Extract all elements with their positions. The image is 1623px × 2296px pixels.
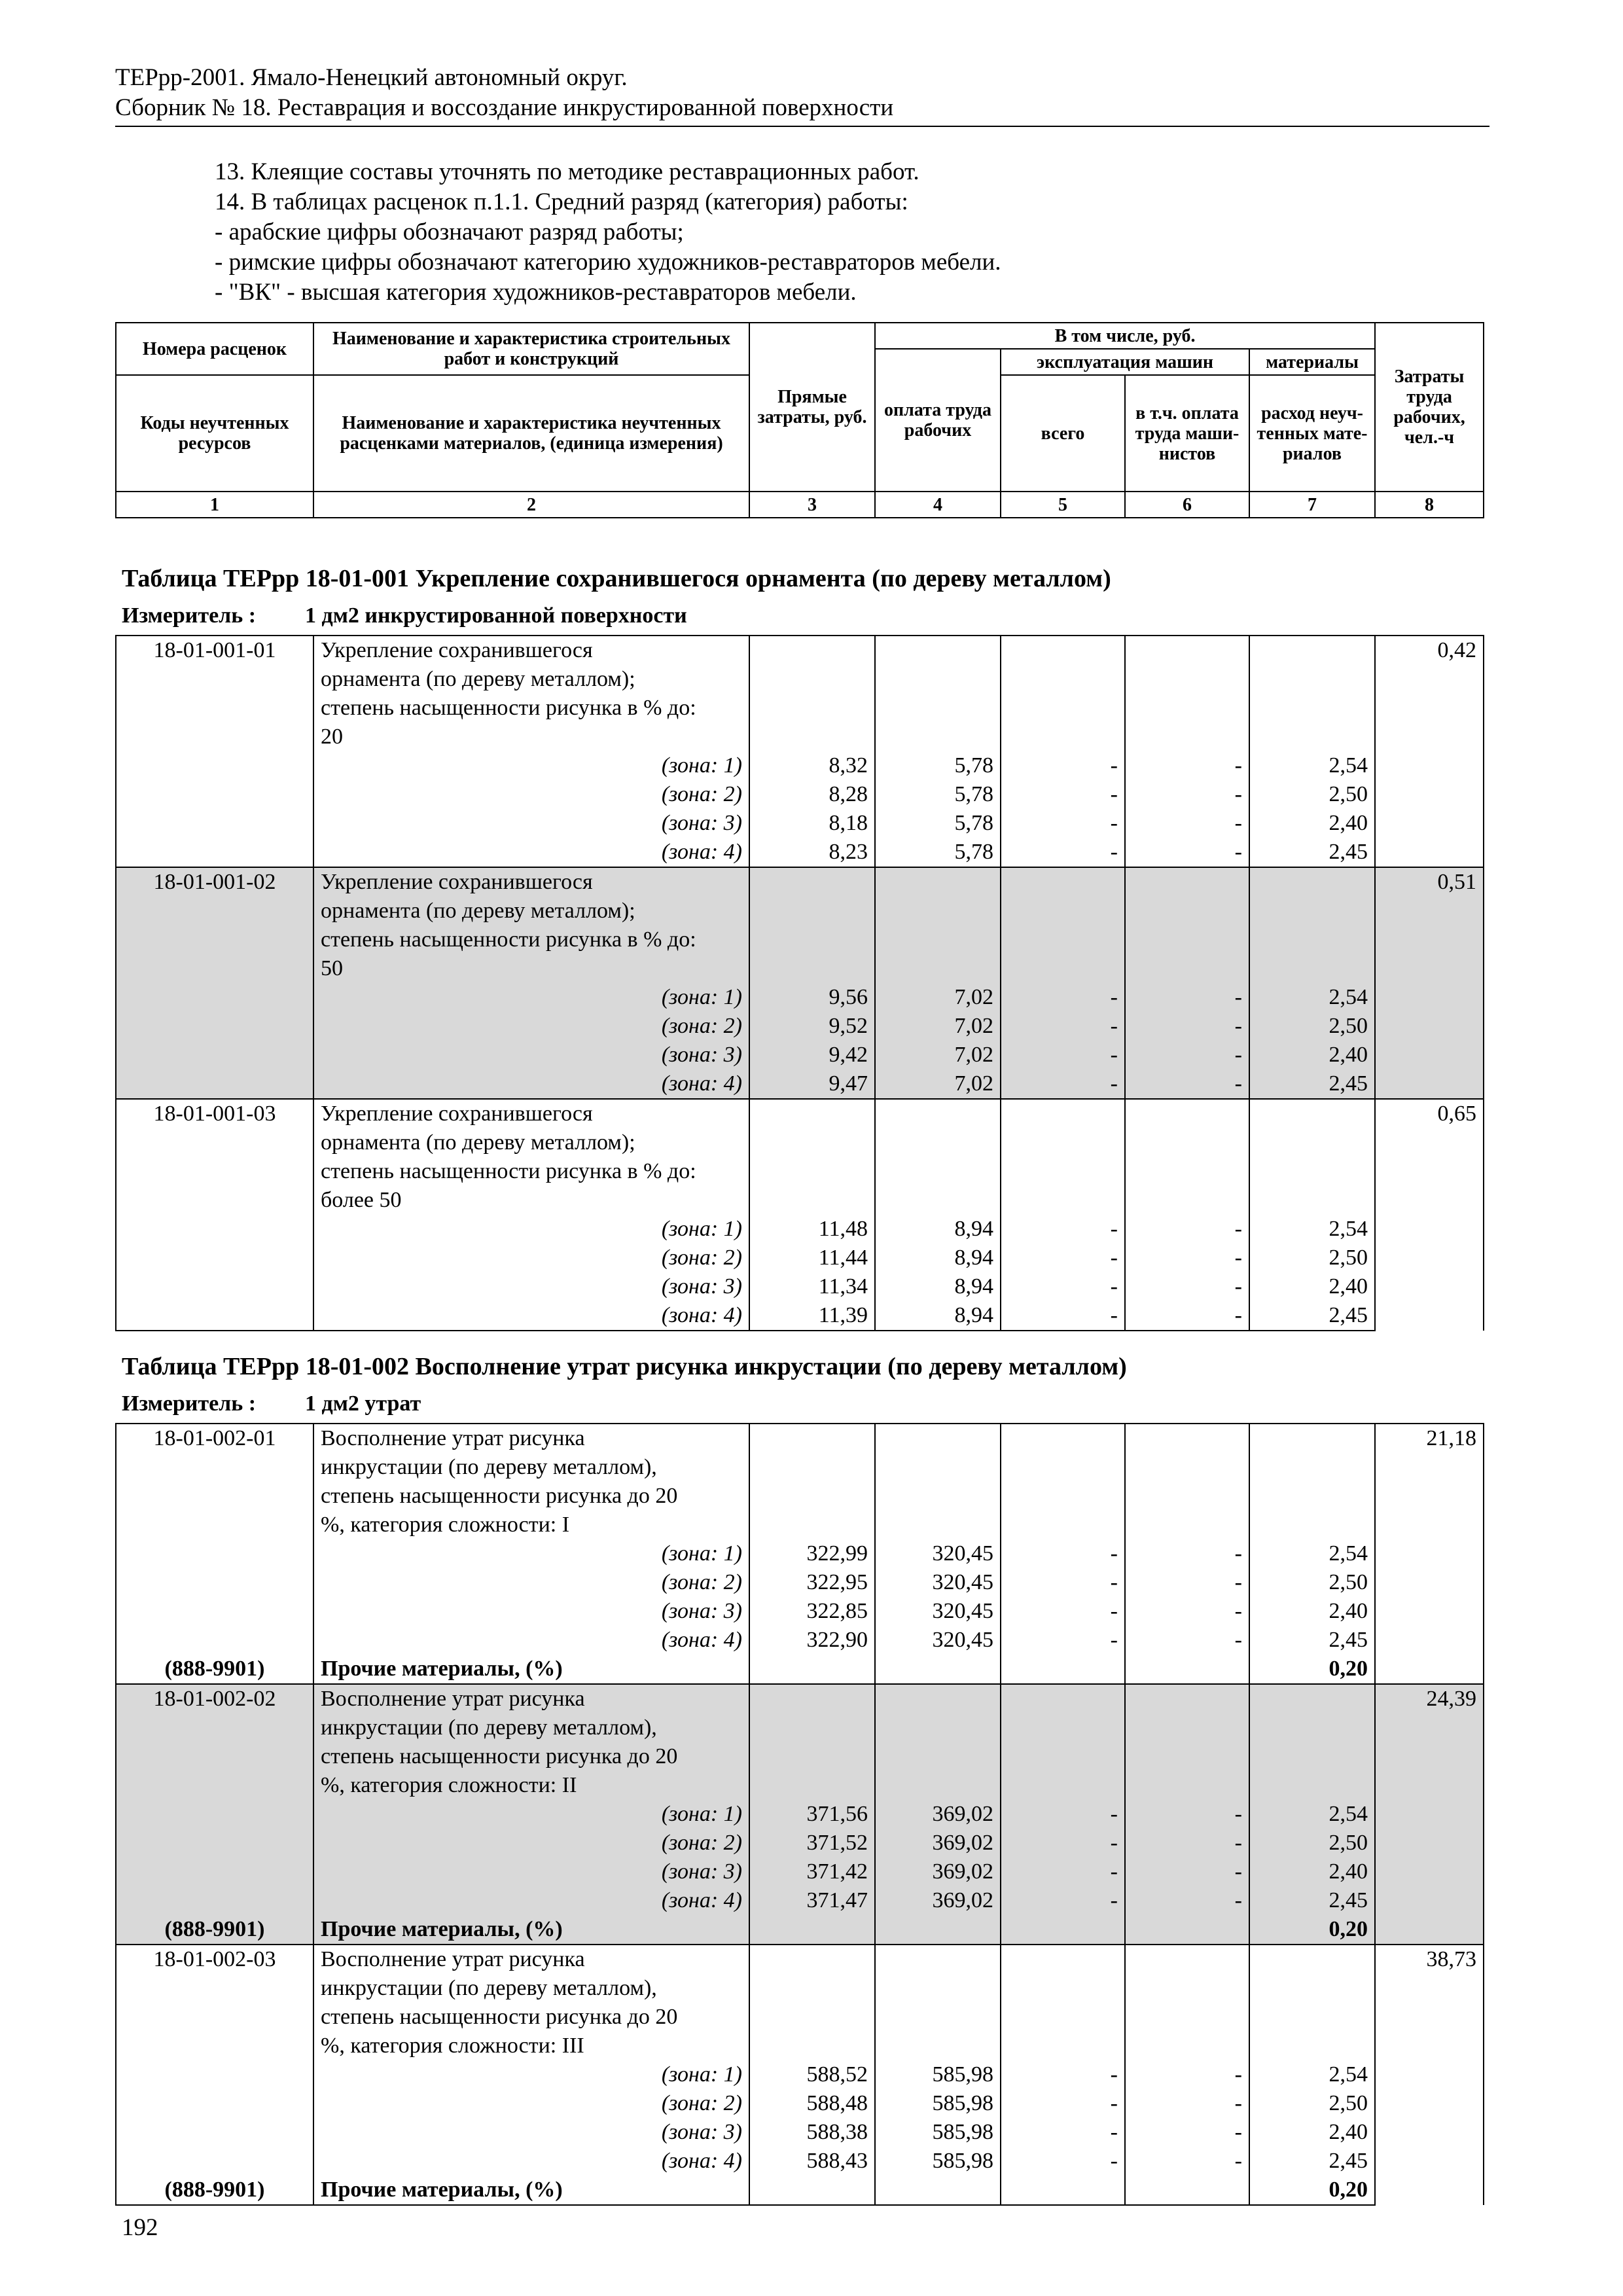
- col-num-2: 2: [313, 492, 749, 518]
- labor-pay: 7,02: [875, 983, 1001, 1012]
- labor-pay: 5,78: [875, 809, 1001, 838]
- rate-code: 18-01-002-02: [116, 1684, 313, 1800]
- labor-pay: 7,02: [875, 1041, 1001, 1069]
- zone-label: (зона: 1): [313, 2060, 749, 2089]
- rate-desc-line: 50: [313, 954, 749, 983]
- machinist-pay: -: [1125, 1215, 1249, 1244]
- zone-label: (зона: 3): [313, 1857, 749, 1886]
- labor-pay: 5,78: [875, 838, 1001, 867]
- hdr-materialy: материалы: [1249, 349, 1375, 375]
- rate-desc-line: инкрустации (по дереву металлом),: [313, 1453, 749, 1482]
- labor-pay: 369,02: [875, 1800, 1001, 1829]
- direct-cost: 11,48: [749, 1215, 875, 1244]
- labor-pay: 7,02: [875, 1069, 1001, 1099]
- zone-row: [116, 1568, 1484, 1597]
- materials: 2,54: [1249, 1215, 1375, 1244]
- machines-total: -: [1001, 2089, 1125, 2118]
- materials: 2,50: [1249, 1012, 1375, 1041]
- zone-label: (зона: 1): [313, 751, 749, 780]
- materials: 2,54: [1249, 1539, 1375, 1568]
- rate-desc-line: Укрепление сохранившегося: [313, 1099, 749, 1128]
- rate-code: 18-01-001-02: [116, 867, 313, 983]
- rate-code: 18-01-002-01: [116, 1424, 313, 1539]
- materials: 2,50: [1249, 780, 1375, 809]
- zone-label: (зона: 3): [313, 2118, 749, 2147]
- zone-row: [116, 1272, 1484, 1301]
- machines-total: -: [1001, 1886, 1125, 1915]
- machinist-pay: -: [1125, 1568, 1249, 1597]
- direct-cost: 11,34: [749, 1272, 875, 1301]
- machines-total: -: [1001, 1244, 1125, 1272]
- measure-value: 1 дм2 утрат: [305, 1391, 421, 1416]
- rate-desc-line: степень насыщенности рисунка в % до:: [313, 925, 749, 954]
- direct-cost: 322,90: [749, 1626, 875, 1655]
- material-name: Прочие материалы, (%): [313, 1655, 749, 1684]
- rate-desc-line: орнамента (по дереву металлом);: [313, 1128, 749, 1157]
- machinist-pay: -: [1125, 2147, 1249, 2176]
- material-name: Прочие материалы, (%): [313, 1915, 749, 1945]
- zone-label: (зона: 2): [313, 1244, 749, 1272]
- material-code: (888-9901): [116, 1655, 313, 1684]
- hdr-naim1: Наименование и характеристика строительных работ и конструкций: [313, 323, 749, 375]
- rate-desc-line: Укрепление сохранившегося: [313, 867, 749, 897]
- zone-row: [116, 780, 1484, 809]
- machines-total: -: [1001, 1215, 1125, 1244]
- materials: 2,54: [1249, 983, 1375, 1012]
- machinist-pay: -: [1125, 838, 1249, 867]
- materials: 2,40: [1249, 1857, 1375, 1886]
- machinist-pay: -: [1125, 1626, 1249, 1655]
- measure-label: Измеритель :: [122, 1391, 257, 1416]
- material-row: [116, 2176, 1484, 2205]
- direct-cost: 8,28: [749, 780, 875, 809]
- rate-desc-line: степень насыщенности рисунка в % до:: [313, 1157, 749, 1186]
- machines-total: -: [1001, 1597, 1125, 1626]
- zone-row: [116, 2089, 1484, 2118]
- machines-total: -: [1001, 1301, 1125, 1331]
- zone-label: (зона: 3): [313, 1041, 749, 1069]
- rate-block: [116, 1424, 1484, 1684]
- machinist-pay: -: [1125, 780, 1249, 809]
- zone-row: [116, 1800, 1484, 1829]
- labor-hours: 24,39: [1375, 1684, 1484, 1945]
- zone-label: (зона: 4): [313, 2147, 749, 2176]
- direct-cost: 588,52: [749, 2060, 875, 2089]
- machines-total: -: [1001, 1272, 1125, 1301]
- col-num-7: 7: [1249, 492, 1375, 518]
- labor-pay: 585,98: [875, 2060, 1001, 2089]
- machines-total: -: [1001, 1829, 1125, 1857]
- zone-row: [116, 983, 1484, 1012]
- machines-total: -: [1001, 2147, 1125, 2176]
- zone-row: [116, 2060, 1484, 2089]
- rate-desc-line: инкрустации (по дереву металлом),: [313, 1974, 749, 2003]
- col-num-3: 3: [749, 492, 875, 518]
- rate-desc-line: орнамента (по дереву металлом);: [313, 897, 749, 925]
- labor-pay: 320,45: [875, 1539, 1001, 1568]
- direct-cost: 371,47: [749, 1886, 875, 1915]
- measure-label: Измеритель :: [122, 603, 257, 628]
- hdr-naim2: Наименование и характеристика неучтенных расценками материалов, (единица измерения): [313, 375, 749, 492]
- machines-total: -: [1001, 838, 1125, 867]
- material-value: 0,20: [1249, 1655, 1375, 1684]
- labor-pay: 320,45: [875, 1597, 1001, 1626]
- labor-pay: 8,94: [875, 1215, 1001, 1244]
- zone-label: (зона: 4): [313, 1626, 749, 1655]
- machines-total: -: [1001, 1857, 1125, 1886]
- materials: 2,50: [1249, 1829, 1375, 1857]
- materials: 2,50: [1249, 1244, 1375, 1272]
- zone-label: (зона: 2): [313, 1568, 749, 1597]
- zone-label: (зона: 1): [313, 1800, 749, 1829]
- zone-label: (зона: 1): [313, 1539, 749, 1568]
- materials: 2,40: [1249, 1272, 1375, 1301]
- labor-pay: 585,98: [875, 2089, 1001, 2118]
- machinist-pay: -: [1125, 1012, 1249, 1041]
- rate-block: [116, 1945, 1484, 2205]
- direct-cost: 322,85: [749, 1597, 875, 1626]
- materials: 2,54: [1249, 2060, 1375, 2089]
- materials: 2,45: [1249, 838, 1375, 867]
- column-header-table: [115, 322, 1484, 518]
- materials: 2,45: [1249, 1069, 1375, 1099]
- rate-desc-line: %, категория сложности: I: [313, 1511, 749, 1539]
- rate-desc-line: орнамента (по дереву металлом);: [313, 665, 749, 694]
- note-13: 13. Клеящие составы уточнять по методике реставрационных работ.: [215, 158, 919, 185]
- labor-pay: 320,45: [875, 1568, 1001, 1597]
- labor-pay: 320,45: [875, 1626, 1001, 1655]
- direct-cost: 371,52: [749, 1829, 875, 1857]
- col-num-4: 4: [875, 492, 1001, 518]
- machinist-pay: -: [1125, 1886, 1249, 1915]
- hdr-oplata: оплата труда рабочих: [875, 349, 1001, 492]
- col-num-8: 8: [1375, 492, 1484, 518]
- note-vk: - "ВК" - высшая категория художников-реставраторов мебели.: [215, 279, 857, 306]
- direct-cost: 588,38: [749, 2118, 875, 2147]
- rate-desc-line: Укрепление сохранившегося: [313, 636, 749, 665]
- machines-total: -: [1001, 1069, 1125, 1099]
- table-2-title: Таблица ТЕРрр 18-01-002 Восполнение утрат рисунка инкрустации (по дереву металлом): [122, 1353, 1127, 1380]
- zone-row: [116, 1857, 1484, 1886]
- zone-row: [116, 1626, 1484, 1655]
- direct-cost: 9,52: [749, 1012, 875, 1041]
- machinist-pay: -: [1125, 1800, 1249, 1829]
- direct-cost: 8,23: [749, 838, 875, 867]
- rate-desc-line: степень насыщенности рисунка до 20: [313, 1482, 749, 1511]
- machines-total: -: [1001, 751, 1125, 780]
- zone-row: [116, 1012, 1484, 1041]
- labor-pay: 585,98: [875, 2147, 1001, 2176]
- hdr-vtch: в т.ч. оплата труда маши-нистов: [1125, 375, 1249, 492]
- zone-label: (зона: 3): [313, 1597, 749, 1626]
- zone-label: (зона: 2): [313, 2089, 749, 2118]
- zone-label: (зона: 2): [313, 780, 749, 809]
- zone-label: (зона: 1): [313, 1215, 749, 1244]
- direct-cost: 371,42: [749, 1857, 875, 1886]
- rate-block: [116, 1099, 1484, 1331]
- rate-desc-line: Восполнение утрат рисунка: [313, 1684, 749, 1713]
- zone-row: [116, 1069, 1484, 1099]
- zone-label: (зона: 4): [313, 838, 749, 867]
- hdr-vsego: всего: [1001, 375, 1125, 492]
- hdr-vtom: В том числе, руб.: [875, 323, 1375, 349]
- zone-row: [116, 2147, 1484, 2176]
- zone-row: [116, 1301, 1484, 1331]
- col-num-6: 6: [1125, 492, 1249, 518]
- materials: 2,54: [1249, 1800, 1375, 1829]
- direct-cost: 322,99: [749, 1539, 875, 1568]
- material-name: Прочие материалы, (%): [313, 2176, 749, 2205]
- machinist-pay: -: [1125, 1539, 1249, 1568]
- machines-total: -: [1001, 1568, 1125, 1597]
- machines-total: -: [1001, 1626, 1125, 1655]
- machines-total: -: [1001, 780, 1125, 809]
- labor-pay: 8,94: [875, 1244, 1001, 1272]
- rate-desc-line: Восполнение утрат рисунка: [313, 1424, 749, 1453]
- machinist-pay: -: [1125, 2060, 1249, 2089]
- material-code: (888-9901): [116, 2176, 313, 2205]
- labor-pay: 8,94: [875, 1301, 1001, 1331]
- rate-code: 18-01-001-01: [116, 636, 313, 751]
- labor-pay: 369,02: [875, 1829, 1001, 1857]
- note-arabic: - арабские цифры обозначают разряд работы;: [215, 219, 684, 245]
- header-line-2: Сборник № 18. Реставрация и воссоздание инкрустированной поверхности: [115, 94, 894, 121]
- labor-pay: 7,02: [875, 1012, 1001, 1041]
- rate-desc-line: %, категория сложности: II: [313, 1771, 749, 1800]
- rate-block: [116, 636, 1484, 867]
- machinist-pay: -: [1125, 1829, 1249, 1857]
- zone-label: (зона: 1): [313, 983, 749, 1012]
- zone-row: [116, 809, 1484, 838]
- hdr-rashod: расход неуч-тенных мате-риалов: [1249, 375, 1375, 492]
- rate-desc-line: степень насыщенности рисунка до 20: [313, 1742, 749, 1771]
- direct-cost: 371,56: [749, 1800, 875, 1829]
- materials: 2,40: [1249, 809, 1375, 838]
- zone-row: [116, 1829, 1484, 1857]
- materials: 2,40: [1249, 1041, 1375, 1069]
- rate-desc-line: инкрустации (по дереву металлом),: [313, 1713, 749, 1742]
- labor-hours: 38,73: [1375, 1945, 1484, 2205]
- materials: 2,54: [1249, 751, 1375, 780]
- materials: 2,45: [1249, 2147, 1375, 2176]
- machines-total: -: [1001, 983, 1125, 1012]
- labor-hours: 21,18: [1375, 1424, 1484, 1684]
- machinist-pay: -: [1125, 751, 1249, 780]
- machinist-pay: -: [1125, 983, 1249, 1012]
- machinist-pay: -: [1125, 1301, 1249, 1331]
- zone-label: (зона: 4): [313, 1069, 749, 1099]
- note-roman: - римские цифры обозначают категорию художников-реставраторов мебели.: [215, 249, 1001, 276]
- labor-pay: 8,94: [875, 1272, 1001, 1301]
- machinist-pay: -: [1125, 1244, 1249, 1272]
- machines-total: -: [1001, 2060, 1125, 2089]
- zone-label: (зона: 2): [313, 1012, 749, 1041]
- material-row: [116, 1655, 1484, 1684]
- rate-code: 18-01-002-03: [116, 1945, 313, 2060]
- machinist-pay: -: [1125, 1272, 1249, 1301]
- machines-total: -: [1001, 1041, 1125, 1069]
- rate-desc-line: 20: [313, 723, 749, 751]
- labor-pay: 369,02: [875, 1886, 1001, 1915]
- zone-label: (зона: 3): [313, 809, 749, 838]
- labor-pay: 5,78: [875, 751, 1001, 780]
- hdr-pryamye: Прямые затраты, руб.: [749, 323, 875, 492]
- machinist-pay: -: [1125, 2118, 1249, 2147]
- machinist-pay: -: [1125, 2089, 1249, 2118]
- hdr-nomera: Номера расценок: [116, 323, 313, 375]
- zone-row: [116, 1244, 1484, 1272]
- hdr-ekspl: эксплуатация машин: [1001, 349, 1249, 375]
- machines-total: -: [1001, 809, 1125, 838]
- materials: 2,40: [1249, 1597, 1375, 1626]
- rate-desc-line: Восполнение утрат рисунка: [313, 1945, 749, 1974]
- zone-label: (зона: 3): [313, 1272, 749, 1301]
- zone-row: [116, 1886, 1484, 1915]
- table-1-measure: [122, 603, 687, 628]
- machinist-pay: -: [1125, 809, 1249, 838]
- rates-table-2: [115, 1423, 1484, 2206]
- zone-row: [116, 1539, 1484, 1568]
- note-14: 14. В таблицах расценок п.1.1. Средний разряд (категория) работы:: [215, 188, 908, 215]
- machines-total: -: [1001, 1012, 1125, 1041]
- rate-desc-line: степень насыщенности рисунка в % до:: [313, 694, 749, 723]
- direct-cost: 322,95: [749, 1568, 875, 1597]
- machinist-pay: -: [1125, 1069, 1249, 1099]
- machines-total: -: [1001, 1539, 1125, 1568]
- direct-cost: 9,56: [749, 983, 875, 1012]
- labor-pay: 369,02: [875, 1857, 1001, 1886]
- zone-label: (зона: 2): [313, 1829, 749, 1857]
- header-rule: [115, 126, 1489, 127]
- table-2-measure: [122, 1391, 421, 1416]
- labor-hours: 0,42: [1375, 636, 1484, 867]
- hdr-zatraty: Затраты труда рабочих, чел.-ч: [1375, 323, 1484, 492]
- rate-block: [116, 1684, 1484, 1945]
- rate-desc-line: более 50: [313, 1186, 749, 1215]
- direct-cost: 9,47: [749, 1069, 875, 1099]
- direct-cost: 8,18: [749, 809, 875, 838]
- rate-block: [116, 867, 1484, 1099]
- material-row: [116, 1915, 1484, 1945]
- labor-hours: 0,65: [1375, 1099, 1484, 1331]
- direct-cost: 8,32: [749, 751, 875, 780]
- col-num-1: 1: [116, 492, 313, 518]
- materials: 2,45: [1249, 1886, 1375, 1915]
- materials: 2,50: [1249, 1568, 1375, 1597]
- rate-code: 18-01-001-03: [116, 1099, 313, 1215]
- materials: 2,45: [1249, 1301, 1375, 1331]
- zone-row: [116, 1041, 1484, 1069]
- direct-cost: 11,39: [749, 1301, 875, 1331]
- table-1-title: Таблица ТЕРрр 18-01-001 Укрепление сохранившегося орнамента (по дереву металлом): [122, 565, 1111, 592]
- rate-desc-line: степень насыщенности рисунка до 20: [313, 2003, 749, 2032]
- page-number: 192: [122, 2214, 158, 2241]
- zone-row: [116, 838, 1484, 867]
- machinist-pay: -: [1125, 1041, 1249, 1069]
- direct-cost: 588,43: [749, 2147, 875, 2176]
- materials: 2,50: [1249, 2089, 1375, 2118]
- direct-cost: 588,48: [749, 2089, 875, 2118]
- machinist-pay: -: [1125, 1857, 1249, 1886]
- materials: 2,40: [1249, 2118, 1375, 2147]
- machinist-pay: -: [1125, 1597, 1249, 1626]
- materials: 2,45: [1249, 1626, 1375, 1655]
- labor-hours: 0,51: [1375, 867, 1484, 1099]
- zone-row: [116, 1597, 1484, 1626]
- machines-total: -: [1001, 2118, 1125, 2147]
- labor-pay: 5,78: [875, 780, 1001, 809]
- zone-row: [116, 2118, 1484, 2147]
- zone-row: [116, 1215, 1484, 1244]
- machines-total: -: [1001, 1800, 1125, 1829]
- col-num-5: 5: [1001, 492, 1125, 518]
- measure-value: 1 дм2 инкрустированной поверхности: [305, 603, 687, 628]
- zone-label: (зона: 4): [313, 1301, 749, 1331]
- hdr-kody: Коды неучтенных ресурсов: [116, 375, 313, 492]
- material-value: 0,20: [1249, 1915, 1375, 1945]
- material-code: (888-9901): [116, 1915, 313, 1945]
- direct-cost: 11,44: [749, 1244, 875, 1272]
- zone-row: [116, 751, 1484, 780]
- zone-label: (зона: 4): [313, 1886, 749, 1915]
- header-line-1: ТЕРрр-2001. Ямало-Ненецкий автономный округ.: [115, 64, 628, 91]
- rate-desc-line: %, категория сложности: III: [313, 2032, 749, 2060]
- labor-pay: 585,98: [875, 2118, 1001, 2147]
- material-value: 0,20: [1249, 2176, 1375, 2205]
- rates-table-1: [115, 635, 1484, 1331]
- direct-cost: 9,42: [749, 1041, 875, 1069]
